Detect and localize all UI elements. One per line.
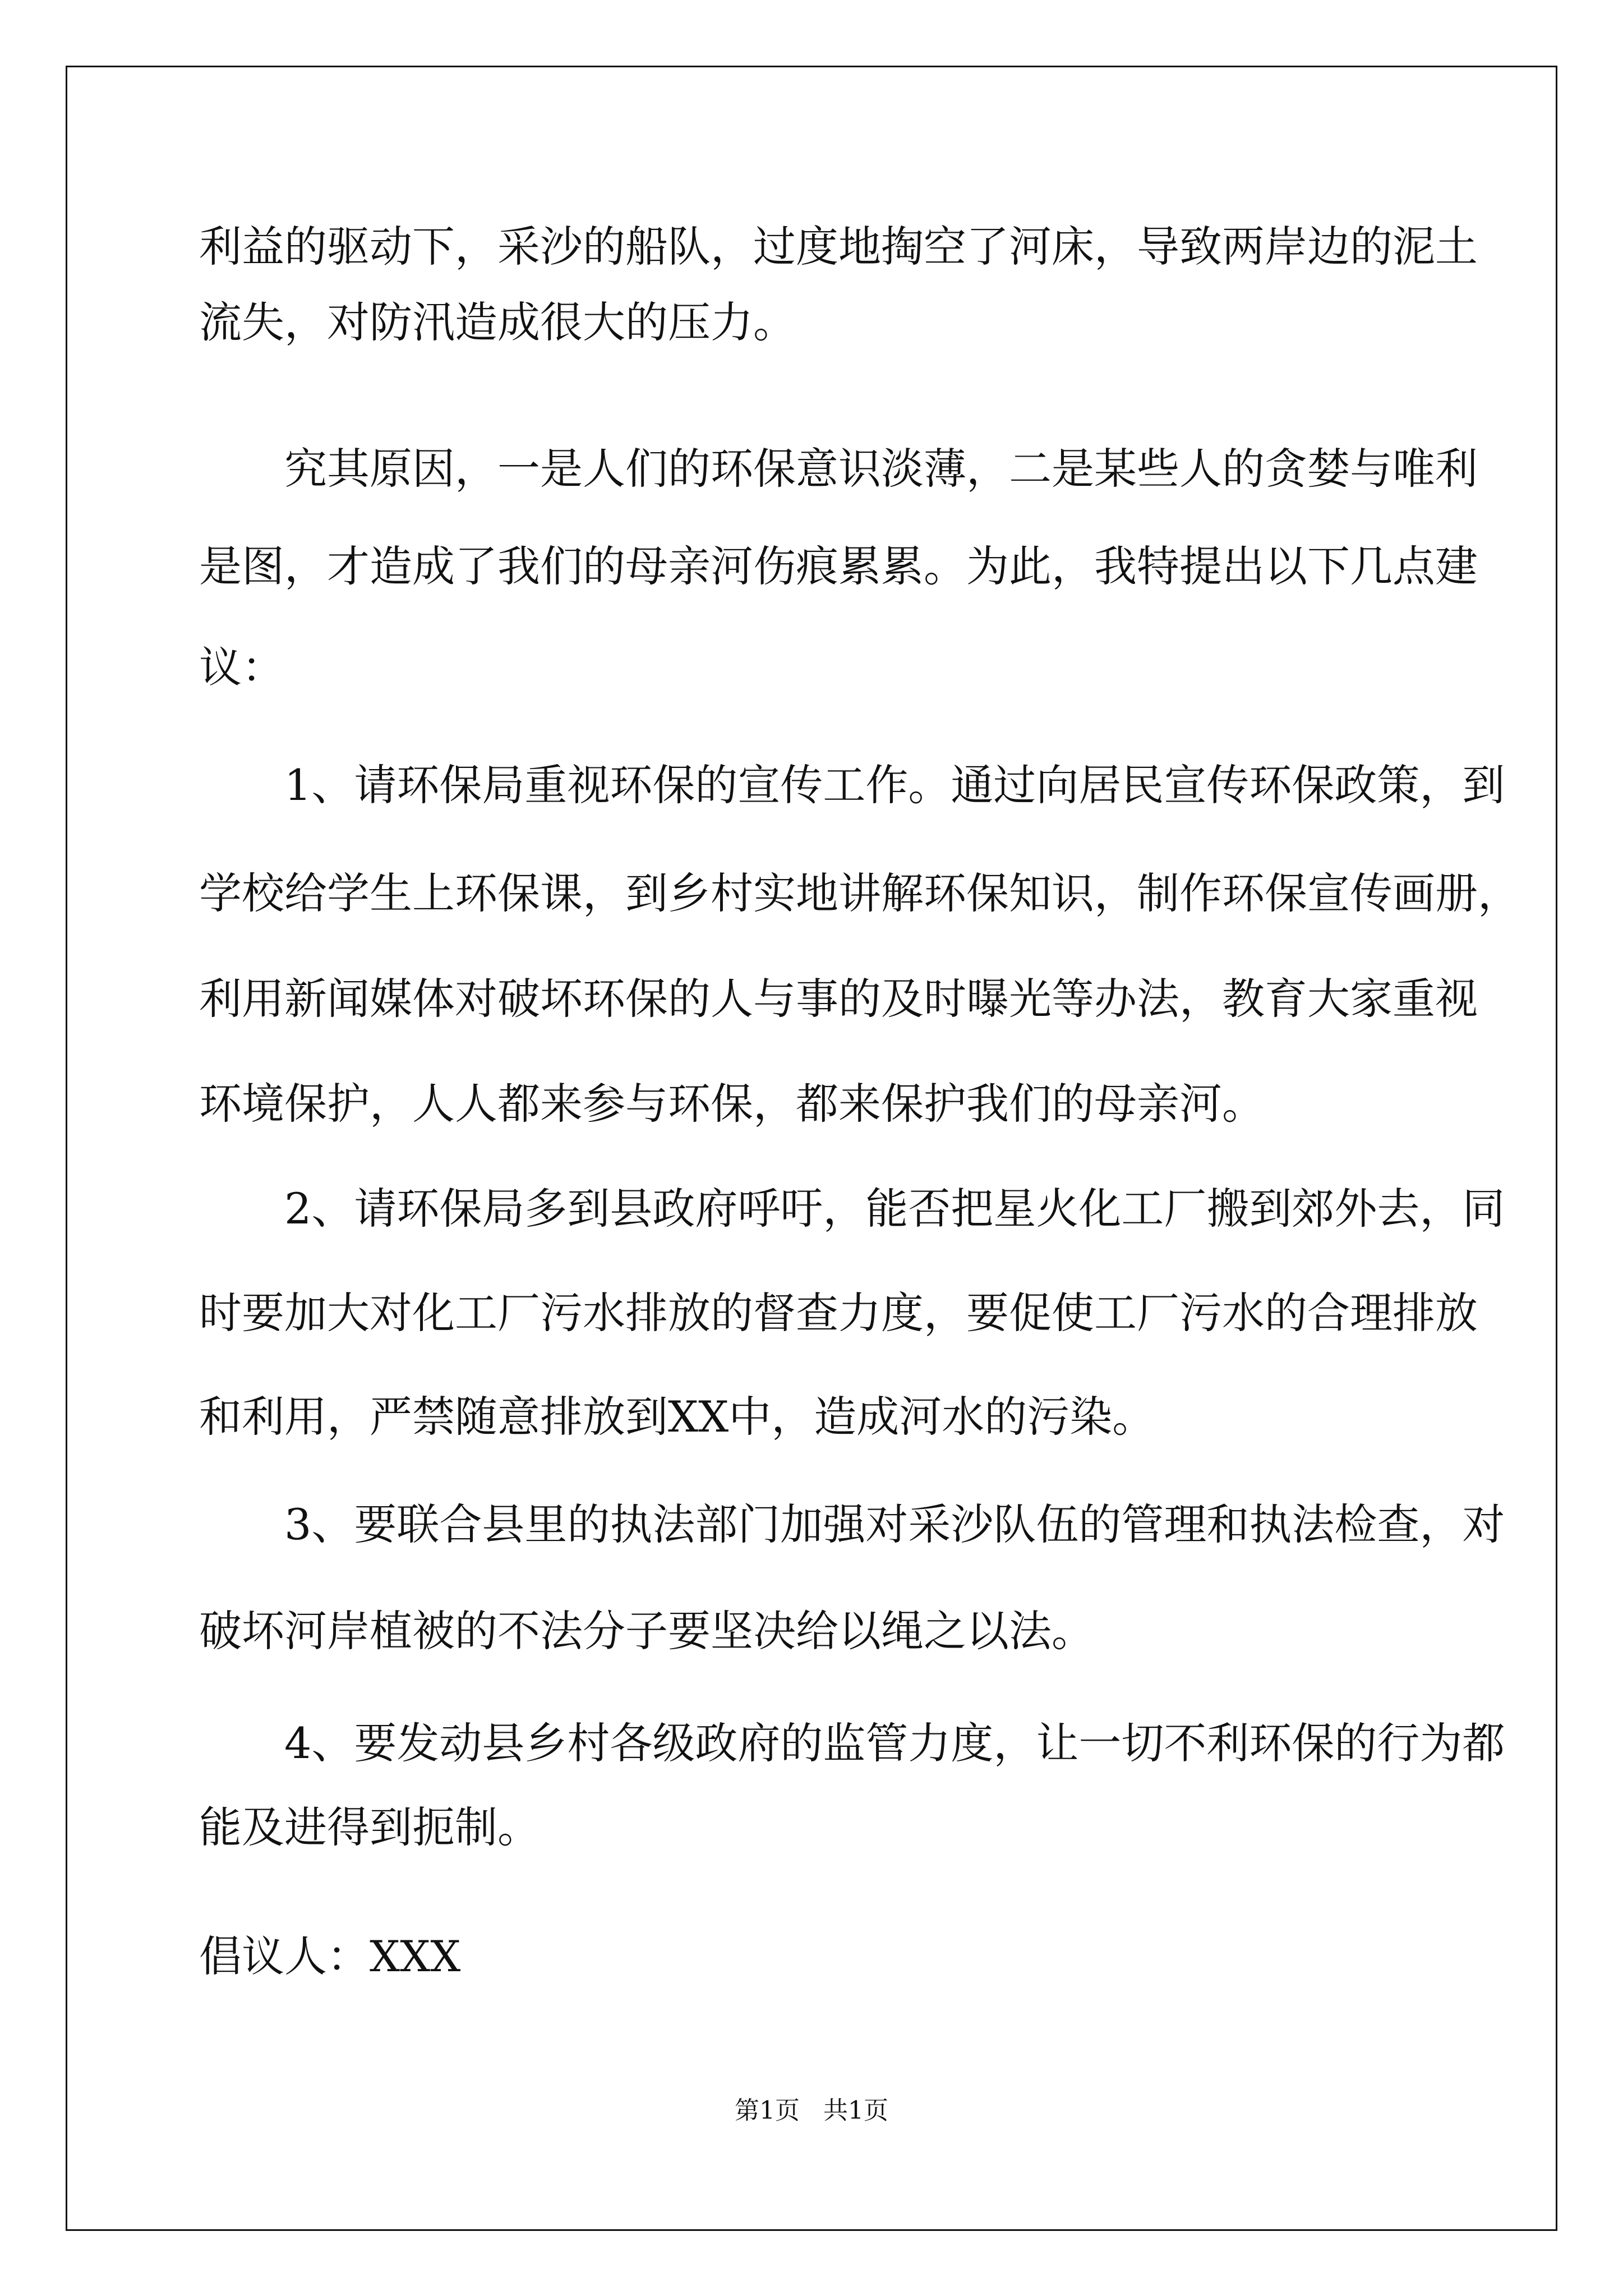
text-line: 时要加大对化工厂污水排放的督查力度，要促使工厂污水的合理排放 bbox=[199, 1288, 1478, 1338]
text-line: 流失，对防汛造成很大的压力。 bbox=[199, 297, 796, 347]
text-line: 议： bbox=[199, 642, 284, 692]
text-line: 3、要联合县里的执法部门加强对采沙队伍的管理和执法检查，对 bbox=[284, 1499, 1505, 1549]
text-line: 环境保护，人人都来参与环保，都来保护我们的母亲河。 bbox=[199, 1079, 1265, 1129]
text-line: 1、请环保局重视环保的宣传工作。通过向居民宣传环保政策，到 bbox=[284, 760, 1505, 810]
page-number: 第1页 bbox=[735, 2096, 800, 2125]
text-line: 破坏河岸植被的不法分子要坚决给以绳之以法。 bbox=[199, 1606, 1094, 1656]
page-border bbox=[66, 66, 1557, 2231]
text-line: 4、要发动县乡村各级政府的监管力度，让一切不利环保的行为都 bbox=[284, 1718, 1505, 1768]
initiator-signature: 倡议人：XXX bbox=[199, 1931, 461, 1981]
text-line: 学校给学生上环保课，到乡村实地讲解环保知识，制作环保宣传画册， bbox=[199, 868, 1520, 918]
text-line: 利益的驱动下，采沙的船队，过度地掏空了河床，导致两岸边的泥土 bbox=[199, 222, 1478, 272]
text-line: 是图，才造成了我们的母亲河伤痕累累。为此，我特提出以下几点建 bbox=[199, 541, 1478, 591]
text-line: 能及进得到扼制。 bbox=[199, 1802, 540, 1852]
text-line: 2、请环保局多到县政府呼吁，能否把星火化工厂搬到郊外去，同 bbox=[284, 1184, 1505, 1234]
text-line: 和利用，严禁随意排放到XX中，造成河水的污染。 bbox=[199, 1392, 1155, 1442]
page-footer bbox=[0, 2090, 1623, 2126]
text-line: 利用新闻媒体对破坏环保的人与事的及时曝光等办法，教育大家重视 bbox=[199, 974, 1478, 1024]
text-line: 究其原因，一是人们的环保意识淡薄，二是某些人的贪婪与唯利 bbox=[284, 444, 1478, 494]
page-total: 共1页 bbox=[823, 2096, 888, 2125]
